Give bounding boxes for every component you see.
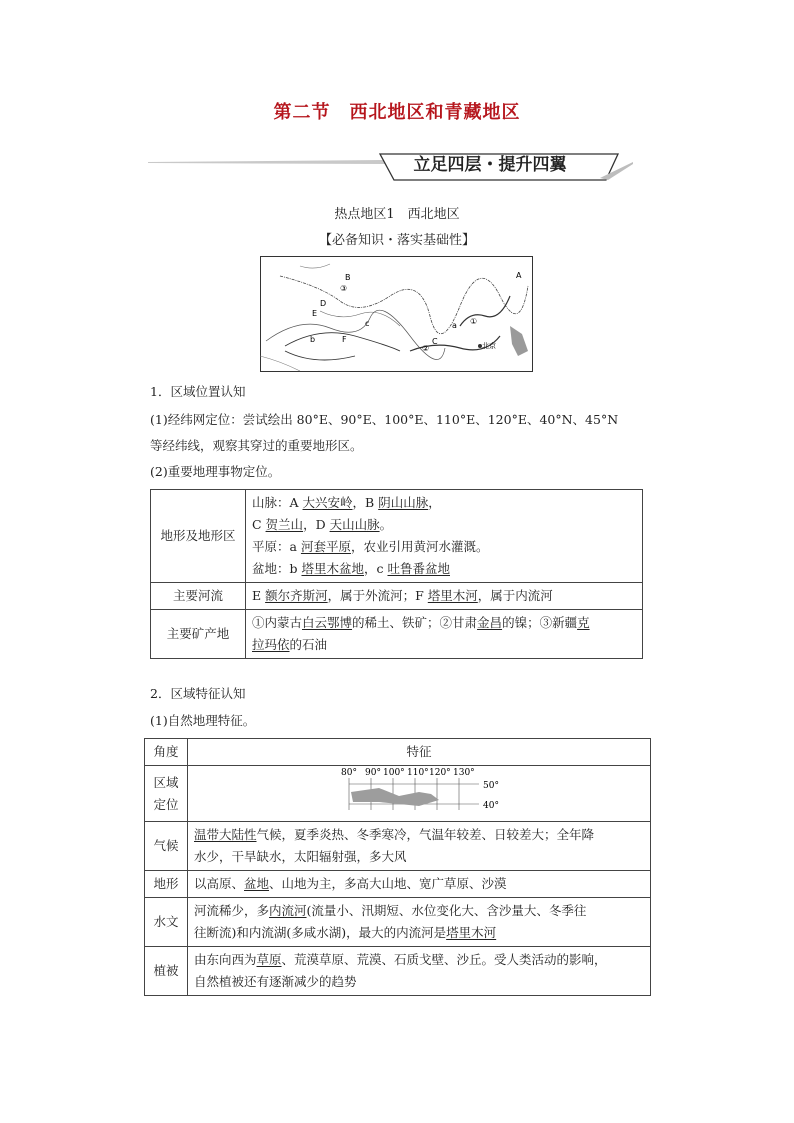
s2-p1: (1)自然地理特征。 — [150, 713, 256, 728]
map-label-city: 北京 — [482, 342, 496, 350]
mtn-A: 大兴安岭 — [302, 495, 353, 510]
river-E: 额尔齐斯河 — [265, 588, 328, 603]
plain-a: 河套平原 — [300, 539, 351, 554]
page-title: 第二节 西北地区和青藏地区 — [273, 102, 521, 123]
row-head-hydrology: 水文 — [145, 898, 188, 947]
s1-p2: (2)重要地理事物定位。 — [150, 464, 281, 479]
map-label-C: C — [432, 337, 438, 346]
basin-c: 吐鲁番盆地 — [387, 561, 450, 576]
svg-text:130°: 130° — [453, 768, 475, 778]
river-F: 塔里木河 — [427, 588, 478, 603]
svg-text:50°: 50° — [483, 781, 499, 791]
svg-text:110°: 110° — [407, 768, 429, 778]
row-head-vegetation: 植被 — [145, 947, 188, 996]
map-label-n2: ② — [422, 344, 430, 353]
row-head-location: 区域定位 — [145, 766, 188, 822]
map-label-c: c — [365, 319, 370, 328]
map-label-E: E — [312, 309, 318, 318]
lat-lon-sketch — [319, 766, 519, 814]
features-table — [144, 738, 651, 996]
section-heading: 热点地区1 西北地区 — [334, 207, 460, 222]
mtn-C: 贺兰山 — [265, 517, 304, 532]
mtn-B: 阴山山脉 — [378, 495, 429, 510]
map-label-A: A — [516, 271, 522, 280]
svg-text:90°: 90° — [365, 768, 381, 778]
climate-cell: 温带大陆性气候，夏季炎热、冬季寒冷，气温年较差、日较差大；全年降 水少，干旱缺水，太阳辐射强，多大风 — [188, 822, 651, 871]
col-head-feature: 特征 — [188, 739, 651, 766]
s1-p1-line1: (1)经纬网定位：尝试绘出 80°E、90°E、100°E、110°E、120°E、40°N、45°N — [150, 412, 619, 427]
s1-heading: 1．区域位置认知 — [150, 384, 246, 399]
banner-label: 立足四层・提升四翼 — [413, 155, 567, 175]
mtn-D: 天山山脉 — [329, 517, 380, 532]
row-head-rivers: 主要河流 — [151, 583, 246, 610]
map-label-B: B — [345, 273, 351, 282]
svg-text:80°: 80° — [341, 768, 357, 778]
svg-text:40°: 40° — [483, 801, 499, 811]
row-head-minerals: 主要矿产地 — [151, 610, 246, 659]
minerals-cell: ①内蒙古白云鄂博的稀土、铁矿；②甘肃金昌的镍；③新疆克 拉玛依的石油 — [246, 610, 643, 659]
terrain-cell: 山脉：A 大兴安岭，B 阴山山脉， C 贺兰山，D 天山山脉。 平原：a 河套平原，农业引用黄河水灌溉。 盆地：b 塔里木盆地，c 吐鲁番盆地 — [246, 490, 643, 583]
northwest-region-map — [260, 256, 533, 372]
svg-text:120°: 120° — [429, 768, 451, 778]
col-head-aspect: 角度 — [145, 739, 188, 766]
s1-p1-line2: 等经纬线，观察其穿过的重要地形区。 — [150, 438, 363, 453]
subsection-heading: 【必备知识・落实基础性】 — [318, 233, 475, 248]
vegetation-cell: 由东向西为草原、荒漠草原、荒漠、石质戈壁、沙丘。受人类活动的影响， 自然植被还有逐渐减少的趋势 — [188, 947, 651, 996]
map-label-n1: ① — [470, 317, 478, 326]
map-label-b: b — [310, 335, 316, 344]
svg-text:100°: 100° — [383, 768, 405, 778]
s2-heading: 2．区域特征认知 — [150, 686, 246, 701]
rivers-cell: E 额尔齐斯河，属于外流河；F 塔里木河，属于内流河 — [246, 583, 643, 610]
location-table — [150, 489, 643, 659]
map-label-n3: ③ — [340, 284, 348, 293]
row-head-terrain: 地形及地形区 — [151, 490, 246, 583]
basin-b: 塔里木盆地 — [301, 561, 364, 576]
map-label-D: D — [320, 299, 327, 308]
row-head-terrain2: 地形 — [145, 871, 188, 898]
map-label-a: a — [452, 321, 457, 330]
row-head-climate: 气候 — [145, 822, 188, 871]
hydrology-cell: 河流稀少，多内流河(流量小、汛期短、水位变化大、含沙量大、冬季往 往断流)和内流湖(多咸水湖)，最大的内流河是塔里木河 — [188, 898, 651, 947]
terrain2-cell: 以高原、盆地、山地为主，多高大山地、宽广草原、沙漠 — [188, 871, 651, 898]
map-label-F: F — [342, 335, 347, 344]
